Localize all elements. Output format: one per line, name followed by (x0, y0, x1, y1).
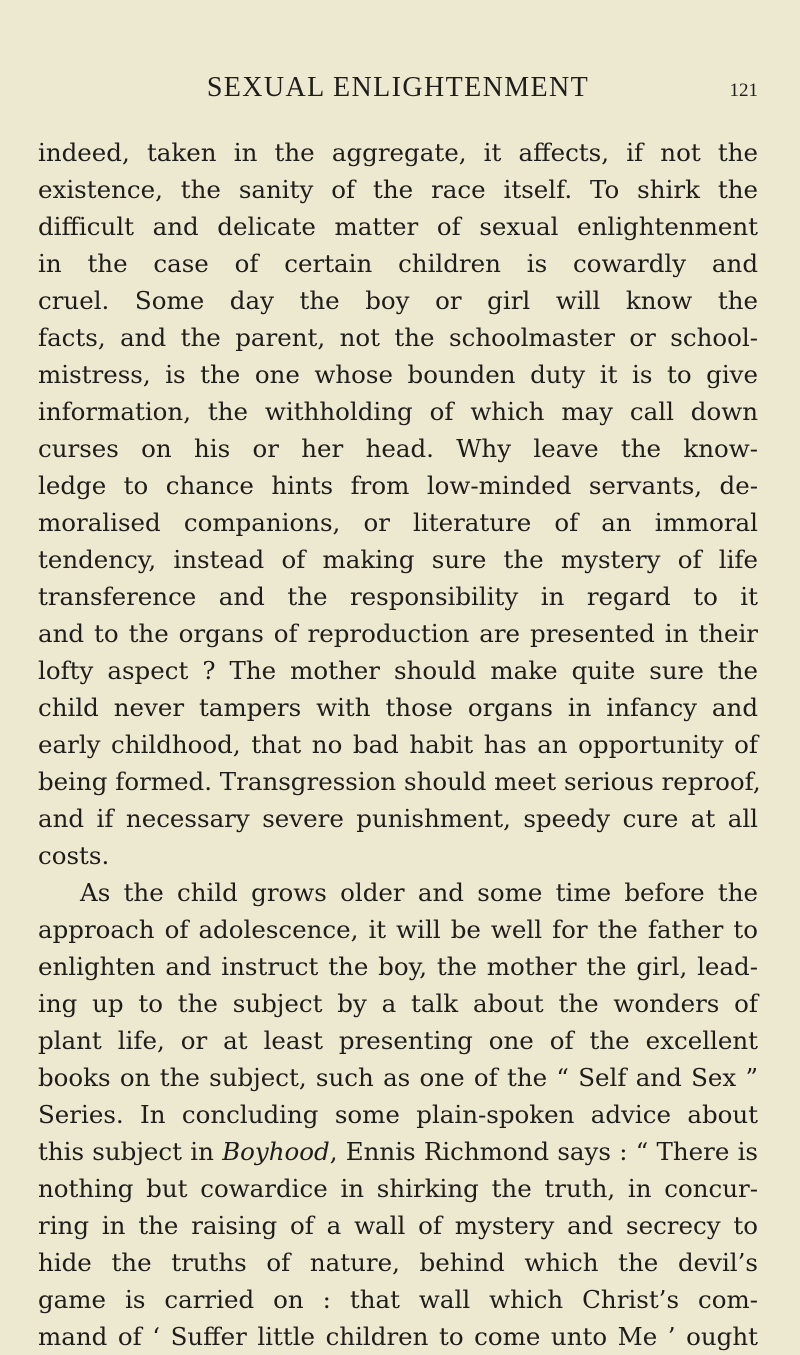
text-line: costs. (38, 841, 110, 870)
text-line: information, the withholding of which may call down (38, 397, 758, 426)
text-line: As the child grows older and some time before the (80, 878, 758, 907)
text-line: early childhood, that no bad habit has an opportunity of (38, 730, 758, 759)
text-line: and if necessary severe punishment, speedy cure at all (38, 804, 758, 833)
text-line: hide the truths of nature, behind which the devil’s (38, 1248, 758, 1277)
book-title: Boyhood (222, 1137, 330, 1166)
text-line: curses on his or her head. Why leave the know- (38, 434, 758, 463)
page-header (38, 70, 758, 110)
text-line: existence, the sanity of the race itself. To shirk the (38, 175, 758, 204)
text-line: books on the subject, such as one of the “ Self and Sex ” (38, 1063, 758, 1092)
text-line: and to the organs of reproduction are presented in their (38, 619, 758, 648)
text-segment: , Ennis Richmond says : “ There is (329, 1137, 758, 1166)
text-line: indeed, taken in the aggregate, it affects, if not the (38, 138, 758, 167)
text-line: nothing but cowardice in shirking the truth, in concur- (38, 1174, 758, 1203)
text-line: Series. In concluding some plain-spoken advice about (38, 1100, 758, 1129)
text-line: difficult and delicate matter of sexual enlightenment (38, 212, 758, 241)
page-number: 121 (729, 80, 758, 101)
running-title: SEXUAL ENLIGHTENMENT (206, 72, 590, 103)
text-segment: this subject in (38, 1137, 214, 1166)
text-line: cruel. Some day the boy or girl will know the (38, 286, 758, 315)
text-line: ring in the raising of a wall of mystery and secrecy to (38, 1211, 758, 1240)
text-line: game is carried on : that wall which Christ’s com- (38, 1285, 758, 1314)
body-text (38, 134, 761, 1355)
text-line: facts, and the parent, not the schoolmaster or school- (38, 323, 758, 352)
text-line: ledge to chance hints from low-minded servants, de- (38, 471, 758, 500)
text-line (38, 1133, 758, 1170)
text-line: transference and the responsibility in regard to it (38, 582, 758, 611)
text-line: mand of ‘ Suffer little children to come unto Me ’ ought (38, 1322, 758, 1351)
text-line: mistress, is the one whose bounden duty it is to give (38, 360, 758, 389)
text-line: ing up to the subject by a talk about the wonders of (38, 989, 758, 1018)
text-line: child never tampers with those organs in infancy and (38, 693, 758, 722)
text-line: tendency, instead of making sure the mystery of life (38, 545, 758, 574)
text-line: moralised companions, or literature of an immoral (38, 508, 758, 537)
text-line: plant life, or at least presenting one of the excellent (38, 1026, 758, 1055)
text-line: enlighten and instruct the boy, the mother the girl, lead- (38, 952, 758, 981)
text-line: approach of adolescence, it will be well for the father to (38, 915, 758, 944)
text-line: being formed. Transgression should meet serious reproof, (38, 767, 761, 796)
text-line: lofty aspect ? The mother should make quite sure the (38, 656, 758, 685)
text-line: in the case of certain children is cowardly and (38, 249, 758, 278)
